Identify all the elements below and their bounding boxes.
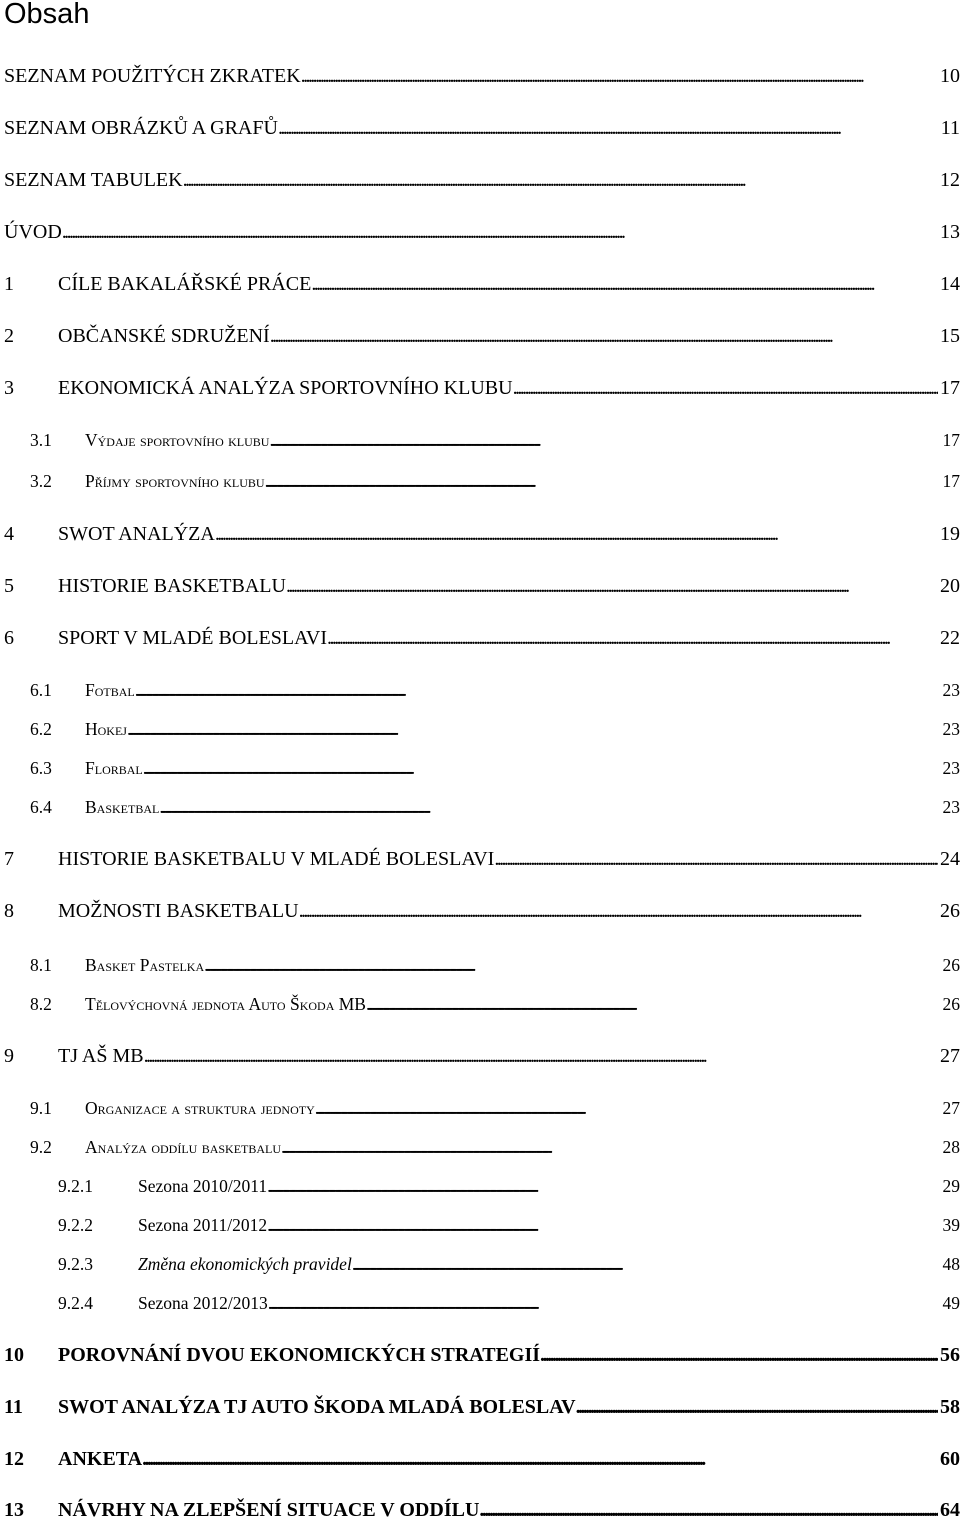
toc-entry-page: 26	[938, 898, 960, 924]
dot-leader	[513, 375, 938, 401]
toc-entry-number: 7	[4, 846, 14, 872]
dot-leader	[183, 167, 938, 193]
dot-leader	[269, 427, 940, 453]
dot-leader	[479, 1497, 938, 1523]
toc-entry-title: ÚVOD	[4, 219, 62, 245]
dot-leader	[127, 716, 941, 742]
toc-entry-number: 10	[4, 1342, 24, 1368]
dot-leader	[315, 1095, 941, 1121]
dot-leader	[352, 1251, 941, 1277]
toc-entry[interactable]	[0, 1497, 960, 1523]
toc-entry[interactable]	[0, 1251, 960, 1277]
toc-entry-title: Basketbal	[85, 794, 159, 820]
toc-entry-page: 17	[941, 427, 960, 453]
toc-entry-page: 23	[941, 755, 960, 781]
toc-entry[interactable]	[0, 755, 960, 781]
dot-leader	[366, 991, 941, 1017]
toc-entry-page: 60	[938, 1446, 960, 1472]
toc-entry-page: 11	[939, 115, 960, 141]
toc-entry-page: 10	[938, 63, 960, 89]
toc-entry[interactable]	[0, 1095, 960, 1121]
toc-entry[interactable]	[0, 991, 960, 1017]
toc-entry-number: 8	[4, 898, 14, 924]
toc-entry-number: 6.1	[30, 677, 52, 703]
dot-leader	[278, 115, 939, 141]
toc-entry[interactable]	[0, 115, 960, 141]
toc-entry[interactable]	[0, 271, 960, 297]
toc-entry-title: Organizace a struktura jednoty	[85, 1095, 315, 1121]
toc-entry-title: OBČANSKÉ SDRUŽENÍ	[58, 323, 270, 349]
toc-entry-number: 9.2	[30, 1134, 52, 1160]
toc-entry-number: 11	[4, 1394, 23, 1420]
toc-entry-page: 27	[941, 1095, 960, 1121]
toc-entry[interactable]	[0, 1342, 960, 1368]
toc-entry-number: 1	[4, 271, 14, 297]
toc-entry[interactable]	[0, 167, 960, 193]
toc-entry-number: 3	[4, 375, 14, 401]
toc-entry-number: 9.1	[30, 1095, 52, 1121]
dot-leader	[62, 219, 938, 245]
toc-entry-title: SWOT ANALÝZA	[58, 521, 215, 547]
toc-entry-number: 12	[4, 1446, 24, 1472]
toc-entry-title: ANKETA	[58, 1446, 142, 1472]
toc-entry-number: 6.3	[30, 755, 52, 781]
dot-leader	[268, 1290, 941, 1316]
toc-entry-title: Florbal	[85, 755, 143, 781]
dot-leader	[286, 573, 938, 599]
page-title: Obsah	[4, 0, 89, 34]
toc-entry[interactable]	[0, 794, 960, 820]
toc-entry-page: 17	[938, 375, 960, 401]
toc-entry[interactable]	[0, 63, 960, 89]
toc-entry-title: Sezona 2011/2012	[138, 1212, 267, 1238]
toc-entry-page: 24	[938, 846, 960, 872]
toc-entry-page: 48	[941, 1251, 960, 1277]
toc-entry-page: 23	[941, 794, 960, 820]
toc-entry-page: 29	[941, 1173, 960, 1199]
toc-entry-page: 56	[938, 1342, 960, 1368]
toc-entry-page: 23	[941, 716, 960, 742]
toc-entry[interactable]	[0, 1446, 960, 1472]
toc-entry-number: 6	[4, 625, 14, 651]
dot-leader	[204, 952, 940, 978]
dot-leader	[299, 898, 938, 924]
dot-leader	[142, 1446, 938, 1472]
toc-entry-page: 13	[938, 219, 960, 245]
dot-leader	[311, 271, 938, 297]
toc-entry-number: 6.2	[30, 716, 52, 742]
toc-entry-page: 19	[938, 521, 960, 547]
toc-entry[interactable]	[0, 1134, 960, 1160]
dot-leader	[267, 1173, 940, 1199]
toc-entry-number: 5	[4, 573, 14, 599]
dot-leader	[267, 1212, 940, 1238]
toc-entry-number: 9.2.4	[58, 1290, 93, 1316]
dot-leader	[540, 1342, 938, 1368]
toc-entry-number: 8.1	[30, 952, 52, 978]
toc-entry-title: CÍLE BAKALÁŘSKÉ PRÁCE	[58, 271, 311, 297]
toc-entry-page: 64	[938, 1497, 960, 1523]
toc-entry-number: 9.2.2	[58, 1212, 93, 1238]
toc-entry-number: 4	[4, 521, 14, 547]
toc-entry-page: 39	[941, 1212, 960, 1238]
dot-leader	[327, 625, 938, 651]
toc-entry-page: 26	[941, 952, 960, 978]
toc-entry-number: 9	[4, 1043, 14, 1069]
toc-entry-number: 3.1	[30, 427, 52, 453]
toc-entry-title: Změna ekonomických pravidel	[138, 1251, 352, 1277]
toc-entry-title: MOŽNOSTI BASKETBALU	[58, 898, 299, 924]
toc-entry-page: 49	[941, 1290, 960, 1316]
toc-entry-title: Příjmy sportovního klubu	[85, 468, 265, 494]
toc-entry-number: 6.4	[30, 794, 52, 820]
dot-leader	[270, 323, 938, 349]
toc-entry[interactable]	[0, 1394, 960, 1420]
toc-entry-page: 27	[938, 1043, 960, 1069]
toc-entry-title: SEZNAM POUŽITÝCH ZKRATEK	[4, 63, 301, 89]
toc-entry-page: 12	[938, 167, 960, 193]
dot-leader	[281, 1134, 940, 1160]
toc-entry[interactable]	[0, 625, 960, 651]
toc-entry[interactable]	[0, 323, 960, 349]
dot-leader	[143, 755, 941, 781]
toc-entry[interactable]	[0, 846, 960, 872]
toc-entry[interactable]	[0, 573, 960, 599]
toc-entry-title: Fotbal	[85, 677, 135, 703]
toc-entry[interactable]	[0, 219, 960, 245]
toc-entry[interactable]	[0, 677, 960, 703]
dot-leader	[144, 1043, 938, 1069]
toc-entry-title: POROVNÁNÍ DVOU EKONOMICKÝCH STRATEGIÍ	[58, 1342, 540, 1368]
toc-entry-title: SPORT V MLADÉ BOLESLAVI	[58, 625, 327, 651]
toc-entry-title: Analýza oddílu basketbalu	[85, 1134, 281, 1160]
toc-entry-title: HISTORIE BASKETBALU V MLADÉ BOLESLAVI	[58, 846, 494, 872]
toc-entry-title: Tělovýchovná jednota Auto Škoda MB	[85, 991, 366, 1017]
toc-entry-page: 17	[941, 468, 960, 494]
toc-entry[interactable]	[0, 1173, 960, 1199]
toc-entry-title: NÁVRHY NA ZLEPŠENÍ SITUACE V ODDÍLU	[58, 1497, 479, 1523]
toc-entry-title: SWOT ANALÝZA TJ AUTO ŠKODA MLADÁ BOLESLAV	[58, 1394, 576, 1420]
toc-entry-number: 13	[4, 1497, 24, 1523]
toc-entry-title: SEZNAM TABULEK	[4, 167, 183, 193]
dot-leader	[159, 794, 940, 820]
dot-leader	[265, 468, 941, 494]
toc-entry-page: 23	[941, 677, 960, 703]
toc-entry[interactable]	[0, 1290, 960, 1316]
toc-entry[interactable]	[0, 1212, 960, 1238]
toc-entry-title: HISTORIE BASKETBALU	[58, 573, 286, 599]
toc-entry-title: Basket Pastelka	[85, 952, 204, 978]
dot-leader	[301, 63, 938, 89]
toc-entry-title: SEZNAM OBRÁZKŮ A GRAFŮ	[4, 115, 278, 141]
toc-entry-title: Sezona 2010/2011	[138, 1173, 267, 1199]
toc-entry-number: 2	[4, 323, 14, 349]
toc-entry-title: EKONOMICKÁ ANALÝZA SPORTOVNÍHO KLUBU	[58, 375, 513, 401]
toc-entry[interactable]	[0, 427, 960, 453]
toc-entry[interactable]	[0, 468, 960, 494]
toc-entry-page: 58	[938, 1394, 960, 1420]
toc-entry-title: Sezona 2012/2013	[138, 1290, 268, 1316]
toc-entry-title: Hokej	[85, 716, 127, 742]
toc-entry-title: TJ AŠ MB	[58, 1043, 144, 1069]
toc-entry-number: 3.2	[30, 468, 52, 494]
toc-entry[interactable]	[0, 898, 960, 924]
toc-entry-page: 14	[938, 271, 960, 297]
toc-entry[interactable]	[0, 1043, 960, 1069]
dot-leader	[135, 677, 941, 703]
toc-entry-page: 15	[938, 323, 960, 349]
toc-entry[interactable]	[0, 521, 960, 547]
toc-entry[interactable]	[0, 952, 960, 978]
toc-entry[interactable]	[0, 716, 960, 742]
toc-entry-title: Výdaje sportovního klubu	[85, 427, 269, 453]
dot-leader	[494, 846, 938, 872]
toc-entry-page: 20	[938, 573, 960, 599]
toc-entry-number: 8.2	[30, 991, 52, 1017]
toc-entry-number: 9.2.1	[58, 1173, 93, 1199]
toc-entry-page: 28	[941, 1134, 960, 1160]
toc-entry-page: 22	[938, 625, 960, 651]
toc-entry-number: 9.2.3	[58, 1251, 93, 1277]
dot-leader	[576, 1394, 938, 1420]
toc-entry-page: 26	[941, 991, 960, 1017]
dot-leader	[215, 521, 938, 547]
toc-entry[interactable]	[0, 375, 960, 401]
